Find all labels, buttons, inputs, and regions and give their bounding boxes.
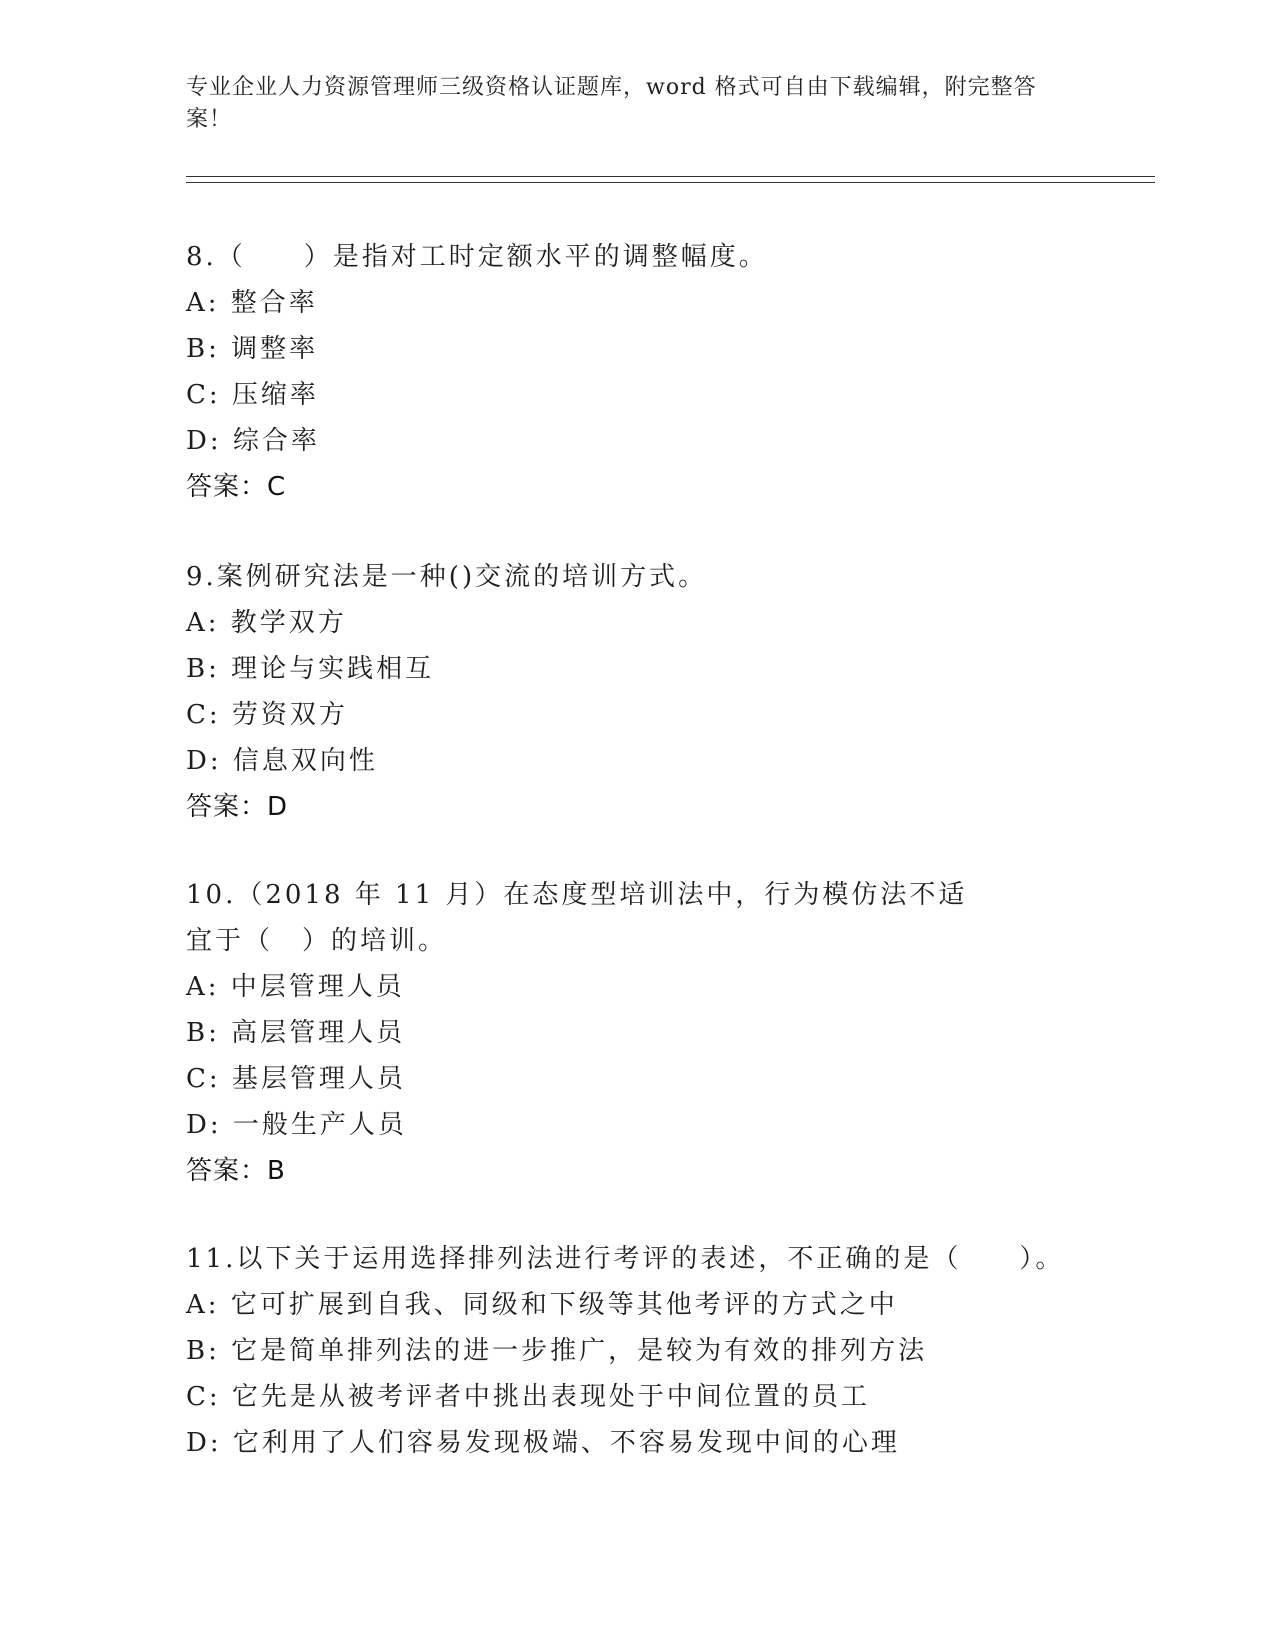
- option-a: A: 整合率: [186, 288, 318, 318]
- question-11: [186, 1236, 1076, 1466]
- question-8: [186, 234, 1076, 510]
- option-c: C: 劳资双方: [186, 700, 348, 730]
- option-c: C: 压缩率: [186, 380, 319, 410]
- option-c: C: 它先是从被考评者中挑出表现处于中间位置的员工: [186, 1382, 870, 1412]
- option-b: B: 高层管理人员: [186, 1018, 406, 1048]
- answer-line: 答案：B: [186, 1156, 286, 1186]
- option-d: D: 综合率: [186, 426, 320, 456]
- option-b: B: 它是简单排列法的进一步推广，是较为有效的排列方法: [186, 1336, 928, 1366]
- question-stem: 11.以下关于运用选择排列法进行考评的表述，不正确的是（ ）。: [186, 1244, 1065, 1274]
- header-description: 专业企业人力资源管理师三级资格认证题库，word 格式可自由下载编辑，附完整答案！: [186, 75, 1037, 132]
- question-stem: 10.（2018 年 11 月）在态度型培训法中，行为模仿法不适宜于（ ）的培训。: [186, 880, 968, 956]
- answer-line: 答案：D: [186, 792, 289, 822]
- option-b: B: 理论与实践相互: [186, 654, 435, 684]
- header-rule-top: [186, 176, 1155, 177]
- option-d: D: 信息双向性: [186, 746, 378, 776]
- question-10: [186, 872, 986, 1194]
- question-stem: 8.（ ）是指对工时定额水平的调整幅度。: [186, 242, 768, 272]
- option-d: D: 一般生产人员: [186, 1110, 407, 1140]
- question-9: [186, 554, 1076, 830]
- answer-line: 答案：C: [186, 472, 287, 502]
- option-d: D: 它利用了人们容易发现极端、不容易发现中间的心理: [186, 1428, 900, 1458]
- option-a: A: 教学双方: [186, 608, 347, 638]
- option-b: B: 调整率: [186, 334, 319, 364]
- document-header: [186, 72, 1066, 136]
- header-rule-bottom: [186, 182, 1155, 183]
- option-c: C: 基层管理人员: [186, 1064, 406, 1094]
- question-stem: 9.案例研究法是一种()交流的培训方式。: [186, 562, 708, 592]
- option-a: A: 它可扩展到自我、同级和下级等其他考评的方式之中: [186, 1290, 898, 1320]
- option-a: A: 中层管理人员: [186, 972, 405, 1002]
